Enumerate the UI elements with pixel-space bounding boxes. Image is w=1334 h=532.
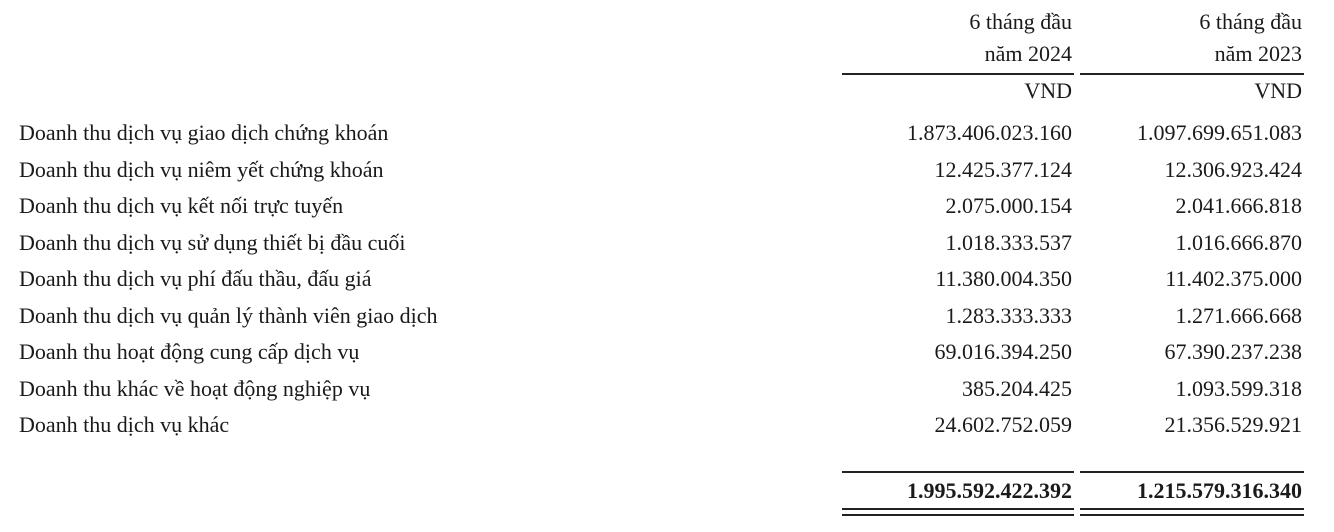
row-value-2024: 385.204.425 bbox=[962, 375, 1072, 401]
row-value-2023: 1.016.666.870 bbox=[1175, 229, 1302, 255]
row-label: Doanh thu dịch vụ phí đấu thầu, đấu giá bbox=[19, 266, 372, 291]
row-label: Doanh thu dịch vụ khác bbox=[19, 412, 230, 437]
row-value-2024: 12.425.377.124 bbox=[934, 156, 1072, 182]
column-header-2024-line2: năm 2024 bbox=[984, 41, 1072, 66]
table-row bbox=[0, 116, 1334, 153]
row-value-2024: 2.075.000.154 bbox=[945, 193, 1072, 218]
column-header-2023-line1: 6 tháng đầu bbox=[1199, 9, 1302, 34]
total-value-2024: 1.995.592.422.392 bbox=[907, 478, 1072, 503]
row-label: Doanh thu dịch vụ quản lý thành viên giao dịch bbox=[19, 302, 438, 328]
table-row bbox=[0, 262, 1334, 299]
row-value-2023: 21.356.529.921 bbox=[1164, 412, 1302, 437]
table-row bbox=[0, 335, 1334, 372]
row-value-2023: 67.390.237.238 bbox=[1164, 339, 1302, 364]
row-label: Doanh thu dịch vụ giao dịch chứng khoán bbox=[19, 120, 389, 145]
table-row bbox=[0, 189, 1334, 226]
table-row bbox=[0, 153, 1334, 190]
row-value-2024: 24.602.752.059 bbox=[934, 412, 1072, 437]
header-rule-2024 bbox=[842, 73, 1074, 75]
column-header-2024-line1: 6 tháng đầu bbox=[969, 9, 1072, 34]
row-value-2024: 11.380.004.350 bbox=[935, 266, 1072, 291]
total-rule-2024 bbox=[842, 471, 1074, 473]
unit-label-2023: VND bbox=[1254, 78, 1302, 103]
total-rule-2023 bbox=[1080, 471, 1304, 473]
row-value-2023: 12.306.923.424 bbox=[1164, 156, 1302, 182]
table-row bbox=[0, 372, 1334, 409]
row-value-2024: 69.016.394.250 bbox=[934, 339, 1072, 364]
row-label: Doanh thu dịch vụ niêm yết chứng khoán bbox=[19, 156, 384, 182]
double-underline-2023 bbox=[1080, 508, 1304, 516]
table-row bbox=[0, 408, 1334, 445]
row-value-2024: 1.018.333.537 bbox=[945, 229, 1072, 255]
row-label: Doanh thu khác về hoạt động nghiệp vụ bbox=[19, 375, 371, 401]
double-underline-2024 bbox=[842, 508, 1074, 516]
row-label: Doanh thu dịch vụ kết nối trực tuyến bbox=[19, 193, 344, 218]
row-value-2023: 1.097.699.651.083 bbox=[1137, 120, 1302, 145]
row-value-2023: 2.041.666.818 bbox=[1175, 193, 1302, 218]
row-value-2024: 1.283.333.333 bbox=[945, 302, 1072, 328]
row-label: Doanh thu hoạt động cung cấp dịch vụ bbox=[19, 339, 360, 364]
total-value-2023: 1.215.579.316.340 bbox=[1137, 478, 1302, 503]
row-label: Doanh thu dịch vụ sử dụng thiết bị đầu cuối bbox=[19, 229, 406, 255]
unit-label-2024: VND bbox=[1024, 78, 1072, 103]
row-value-2023: 1.271.666.668 bbox=[1175, 302, 1302, 328]
table-row bbox=[0, 226, 1334, 263]
column-header-2023-line2: năm 2023 bbox=[1214, 41, 1302, 66]
row-value-2023: 1.093.599.318 bbox=[1175, 375, 1302, 401]
revenue-table bbox=[0, 116, 1334, 445]
column-header-2023 bbox=[1082, 6, 1302, 70]
table-row bbox=[0, 299, 1334, 336]
header-rule-2023 bbox=[1080, 73, 1304, 75]
row-value-2023: 11.402.375.000 bbox=[1165, 266, 1302, 291]
row-value-2024: 1.873.406.023.160 bbox=[907, 120, 1072, 145]
column-header-2024 bbox=[832, 6, 1072, 70]
